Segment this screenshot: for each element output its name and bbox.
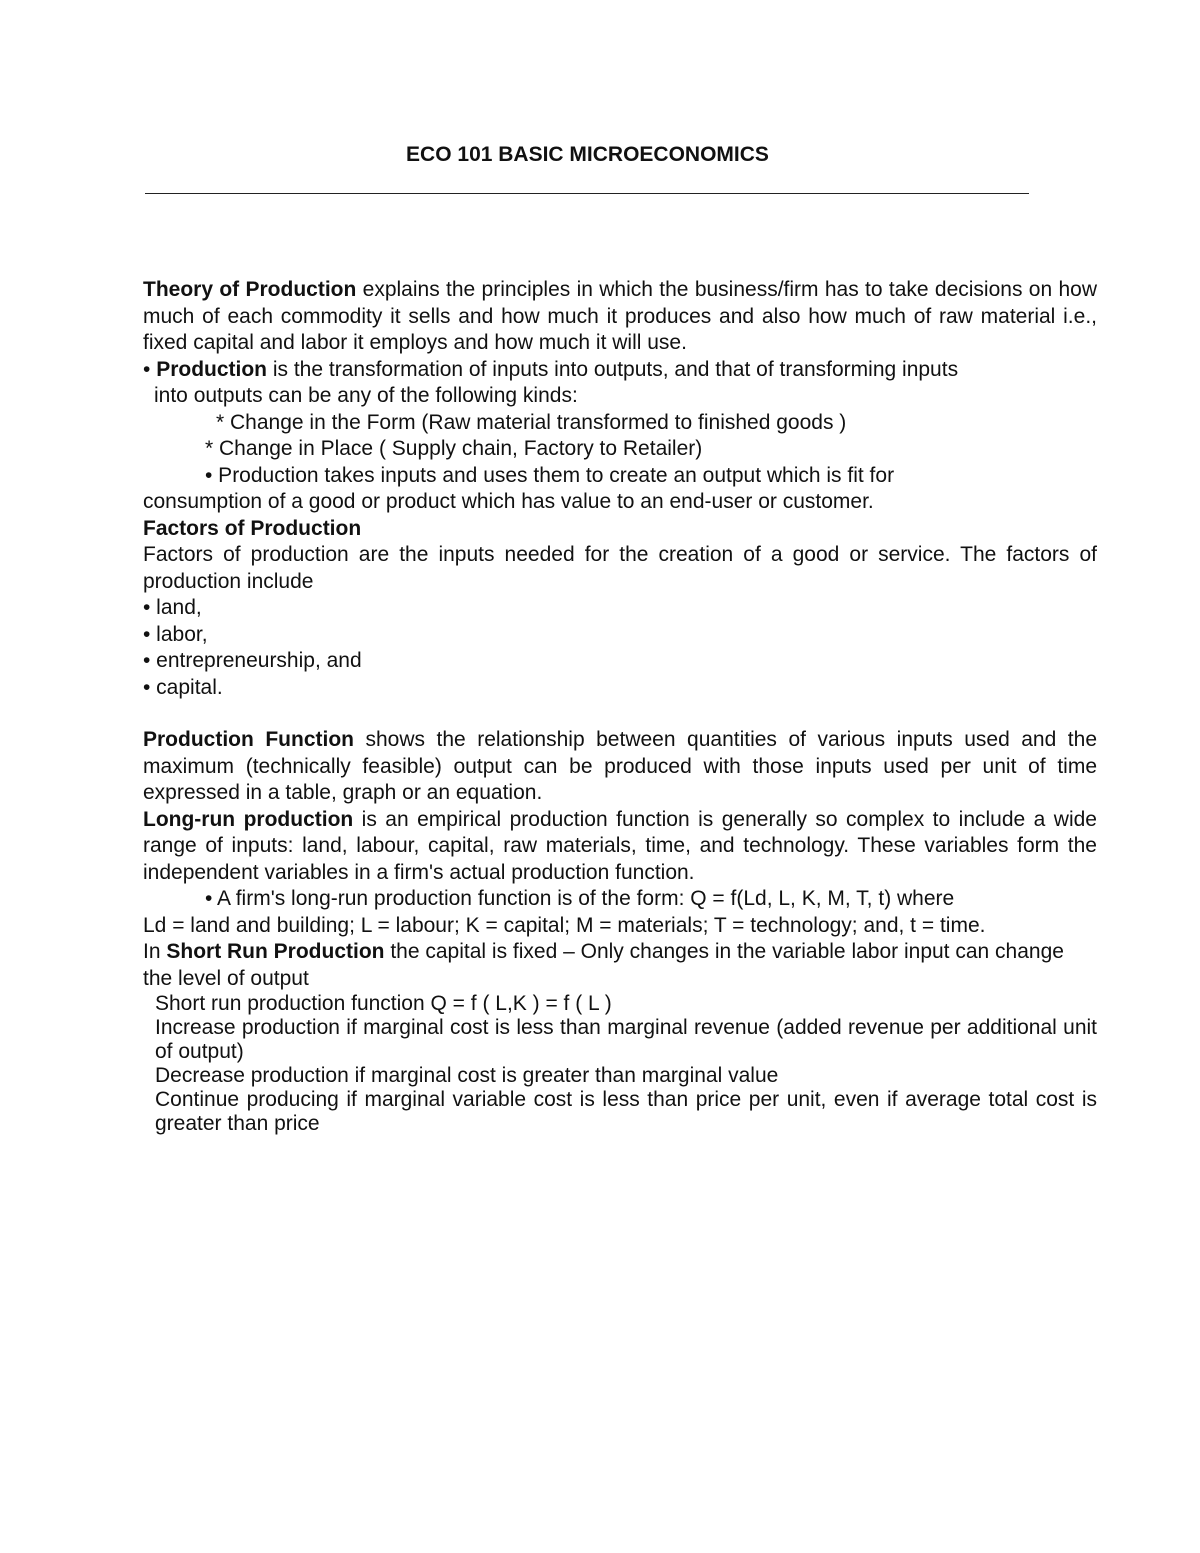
short-run-term: Short Run Production <box>166 940 385 963</box>
long-run-text: is an empirical production function is generally so complex to include a wide range of inputs: land, labour, capital, raw materials, time, and technology. These variables form the independent variables in a firm's actual production function. <box>143 807 1097 884</box>
factors-heading <box>143 516 1097 543</box>
factor-item-land: • land, <box>143 596 202 619</box>
production-takes-inputs-cont: consumption of a good or product which has value to an end-user or customer. <box>143 490 874 513</box>
long-run-bullet: • A firm's long-run production function is of the form: Q = f(Ld, L, K, M, T, t) where <box>205 887 955 910</box>
production-takes-inputs: • Production takes inputs and uses them to create an output which is fit for <box>205 463 895 487</box>
short-run-decrease: Decrease production if marginal cost is greater than marginal value <box>155 1064 779 1087</box>
theory-text: explains the principles in which the business/firm has to take decisions on how much of each commodity it sells and how much it produces and also how much of raw material i.e., fixed capital and labor it employs and how much it will use. <box>143 278 1097 354</box>
long-run-definitions: Ld = land and building; L = labour; K = capital; M = materials; T = technology; and, t = time. <box>143 913 986 937</box>
factor-item-entrepreneurship: • entrepreneurship, and <box>143 649 362 672</box>
production-text: is the transformation of inputs into outputs, and that of transforming inputs <box>267 357 959 381</box>
factor-item-labor: • labor, <box>143 622 208 646</box>
factor-item-capital: • capital. <box>143 675 223 699</box>
theory-paragraph <box>143 277 1097 357</box>
short-run-text: the capital is fixed – Only changes in the variable labor input can change the level of output <box>143 940 1064 990</box>
long-run-paragraph <box>143 807 1097 887</box>
short-run-increase: Increase production if marginal cost is less than marginal revenue (added revenue per additional unit of output) <box>155 1016 1097 1063</box>
function-text: shows the relationship between quantities of various inputs used and the maximum (technically feasible) output can be produced with those inputs used per unit of time expressed in a table, graph or an equation. <box>143 728 1097 804</box>
production-kind-place: * Change in Place ( Supply chain, Factory to Retailer) <box>205 437 703 460</box>
page-title: ECO 101 BASIC MICROECONOMICS <box>406 143 769 166</box>
document-body <box>143 277 1097 1136</box>
title-divider <box>145 193 1029 194</box>
short-run-continue: Continue producing if marginal variable cost is less than price per unit, even if average total cost is greater than price <box>155 1088 1097 1135</box>
short-run-prefix: In <box>143 940 167 963</box>
theory-term: Theory of Production <box>143 278 357 301</box>
production-kind-form: * Change in the Form (Raw material transformed to finished goods ) <box>216 410 847 434</box>
production-bullet: • <box>143 357 157 381</box>
long-run-term: Long-run production <box>143 807 354 831</box>
production-cont: into outputs can be any of the following kinds: <box>154 384 578 407</box>
short-run-paragraph <box>143 939 1097 992</box>
function-paragraph <box>143 727 1097 807</box>
production-line <box>143 357 1097 384</box>
function-term: Production Function <box>143 728 354 751</box>
factors-heading-text: Factors of Production <box>143 516 362 540</box>
production-term: Production <box>156 357 268 381</box>
short-run-function: Short run production function Q = f ( L,K ) = f ( L ) <box>155 992 612 1015</box>
factors-paragraph: Factors of production are the inputs needed for the creation of a good or service. The factors of production include <box>143 543 1097 593</box>
section-spacer <box>143 701 1097 727</box>
